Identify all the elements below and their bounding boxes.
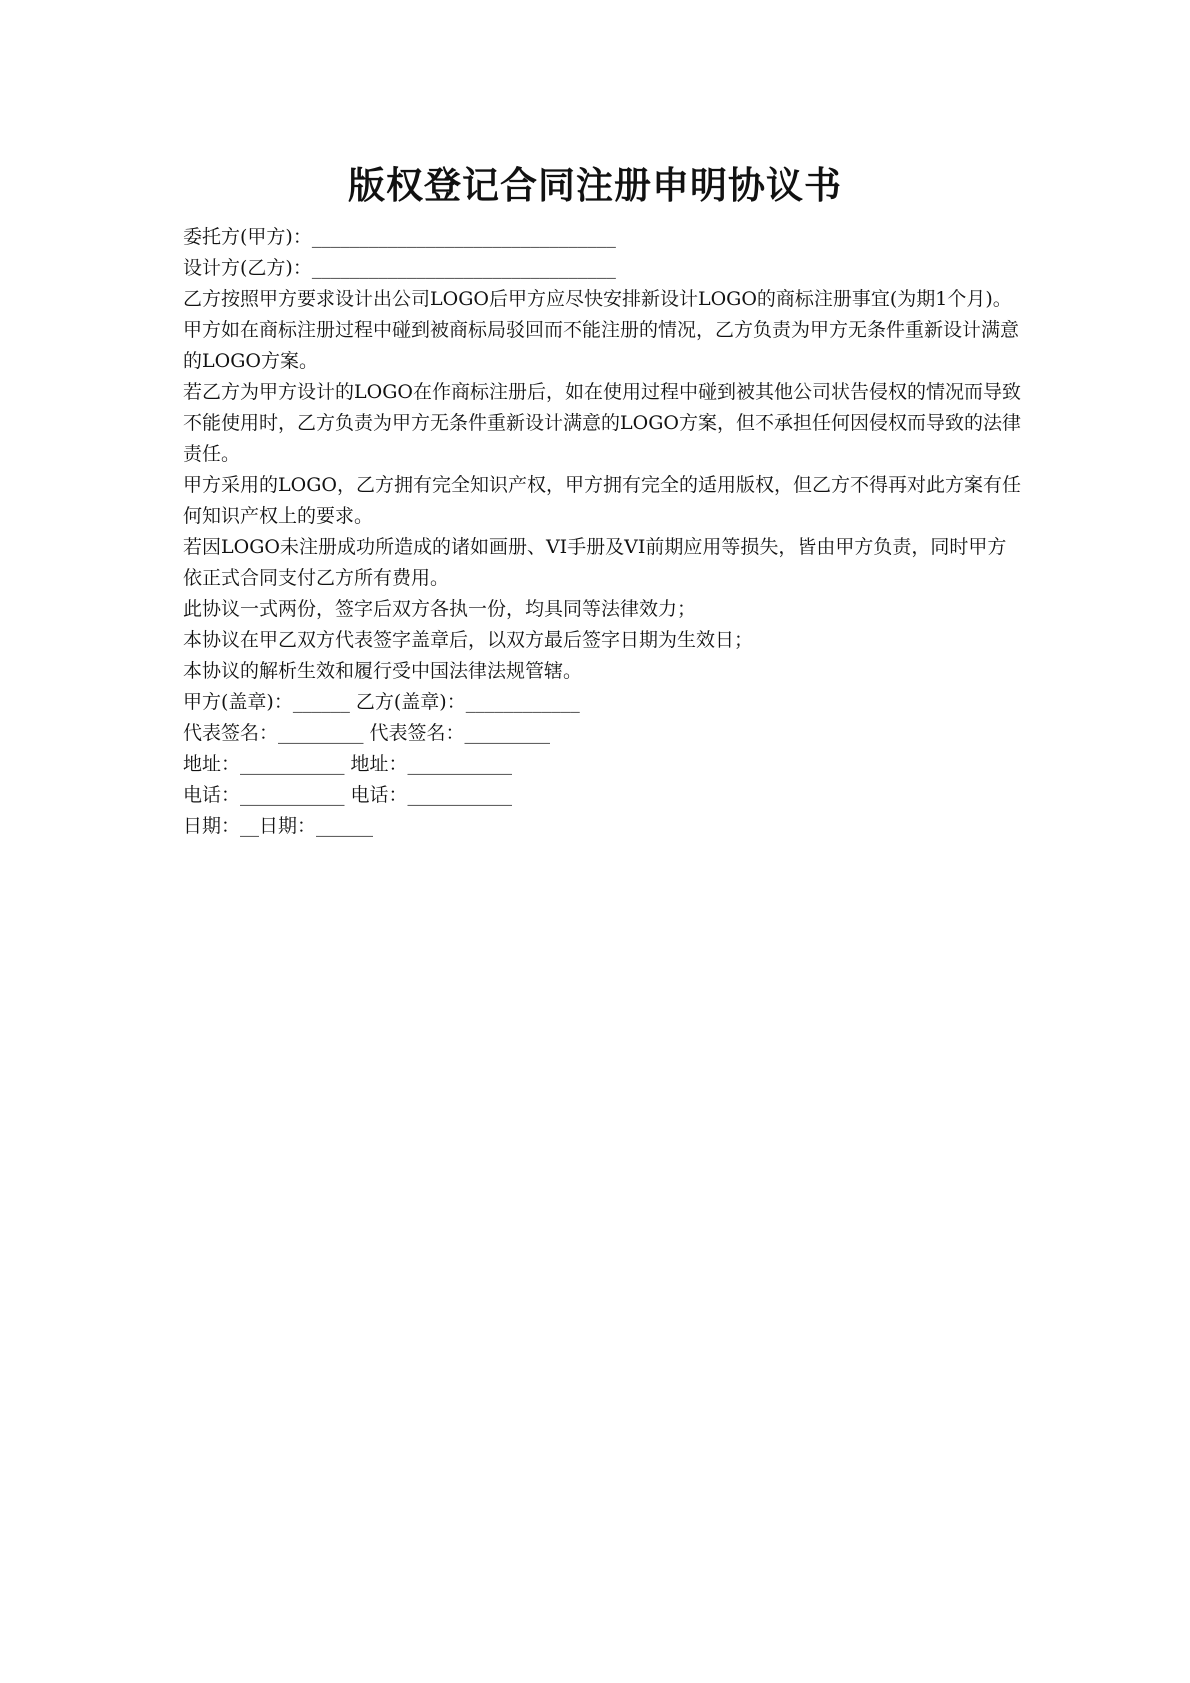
document-body <box>183 222 1023 842</box>
clause-paragraph: 本协议在甲乙双方代表签字盖章后，以双方最后签字日期为生效日； <box>183 629 754 651</box>
date-line: 日期：__日期：______ <box>183 815 374 837</box>
signature-line: 代表签名：_________ 代表签名：_________ <box>183 722 551 744</box>
clause-paragraph: 本协议的解析生效和履行受中国法律法规管辖。 <box>183 660 583 682</box>
clause-paragraph: 若乙方为甲方设计的LOGO在作商标注册后，如在使用过程中碰到被其他公司状告侵权的情况而导致不能使用时，乙方负责为甲方无条件重新设计满意的LOGO方案，但不承担任何因侵权而导致的法律责任。 <box>183 381 1021 465</box>
party-a-line: 委托方(甲方)：________________________________ <box>183 226 616 248</box>
party-b-line: 设计方(乙方)：________________________________ <box>183 257 616 279</box>
clause-paragraph: 甲方如在商标注册过程中碰到被商标局驳回而不能注册的情况，乙方负责为甲方无条件重新设计满意的LOGO方案。 <box>183 319 1020 372</box>
seal-line: 甲方(盖章)：______ 乙方(盖章)：____________ <box>183 691 580 713</box>
phone-line: 电话：___________ 电话：___________ <box>183 784 513 806</box>
clause-paragraph: 乙方按照甲方要求设计出公司LOGO后甲方应尽快安排新设计LOGO的商标注册事宜(为期1个月)。 <box>183 288 1012 310</box>
address-line: 地址：___________ 地址：___________ <box>183 753 513 775</box>
clause-paragraph: 此协议一式两份，签字后双方各执一份，均具同等法律效力； <box>183 598 697 620</box>
document-title: 版权登记合同注册申明协议书 <box>348 164 842 207</box>
clause-paragraph: 甲方采用的LOGO，乙方拥有完全知识产权，甲方拥有完全的适用版权，但乙方不得再对此方案有任何知识产权上的要求。 <box>183 474 1021 527</box>
clause-paragraph: 若因LOGO未注册成功所造成的诸如画册、VI手册及VI前期应用等损失，皆由甲方负责，同时甲方依正式合同支付乙方所有费用。 <box>183 536 1007 589</box>
